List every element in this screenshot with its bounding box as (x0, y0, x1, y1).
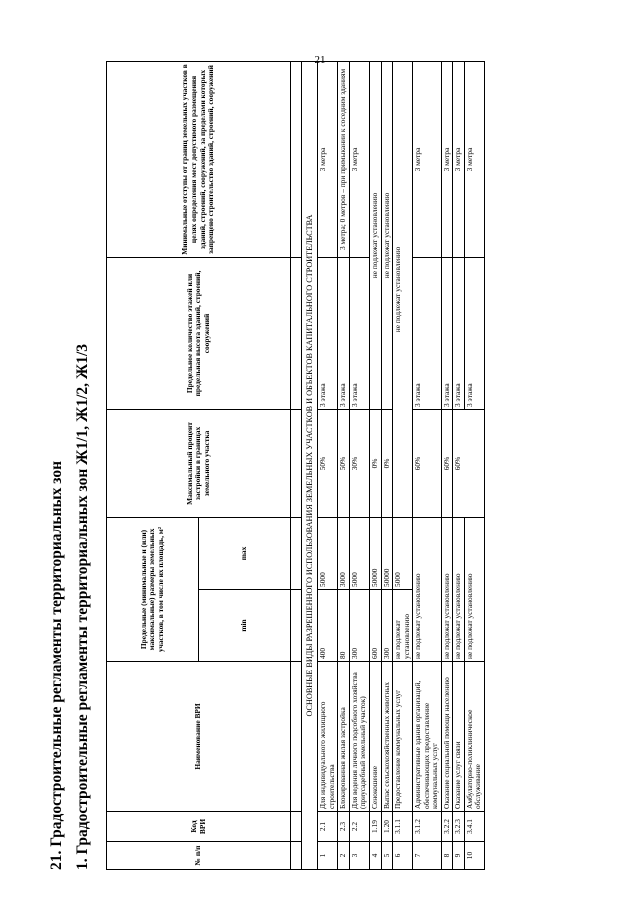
col-header-setbacks: Минимальные отступы от границ земельных участков в целях определения мест допустимого размещения зданий, строений, сооружений, за пределами которых запрещено строительство зданий, строений, сооружений (107, 61, 291, 257)
cell-num: 2 (338, 842, 350, 870)
cell-min: 400 (318, 590, 338, 662)
cell-num: 6 (393, 842, 413, 870)
cell-percent: 50% (318, 409, 338, 517)
cell-min: 300 (349, 590, 369, 662)
cell-sizes: не подлежат установлению (464, 517, 484, 661)
cell-num: 10 (464, 842, 484, 870)
cell-percent: 60% (453, 409, 485, 517)
cell-num: 8 (441, 842, 453, 870)
cell-setback: 3 метра (464, 61, 484, 257)
cell-sizes: не подлежат установлению (441, 517, 453, 661)
cell-min: не подлежат установлению (393, 590, 413, 662)
cell-setback: 3 метра; 0 метров – при примыкании к соседним зданиям (338, 61, 350, 257)
table-row (370, 61, 382, 869)
page-number: 21 (314, 54, 326, 66)
cell-num: 4 (370, 842, 382, 870)
header-row (107, 61, 199, 869)
cell-name: Для ведения личного подсобного хозяйства (приусадебный земельный участок) (349, 662, 369, 812)
cell-setback: 3 метра (441, 61, 453, 257)
cell-name: Оказание услуг связи (453, 662, 465, 812)
cell-num: 9 (453, 842, 465, 870)
cell-floors: 3 этажа (349, 257, 369, 409)
cell-min: 300 (381, 590, 393, 662)
cell-floors-setback: не подлежат установлению (370, 61, 382, 409)
table-row (338, 61, 350, 869)
section-row (302, 61, 318, 869)
cell-code: 1.19 (370, 812, 382, 842)
cell-name: Сенокошение (370, 662, 382, 812)
cell-floors: 3 этажа (453, 257, 465, 409)
cell-percent: 50% (338, 409, 350, 517)
cell-percent: 60% (441, 409, 453, 517)
cell-percent: 0% (381, 409, 393, 517)
table-row (393, 61, 413, 869)
cell-code: 3.1.1 (393, 812, 413, 842)
rotated-page-content (40, 40, 630, 870)
cell-floors: 3 этажа (318, 257, 338, 409)
cell-min: 80 (338, 590, 350, 662)
table-row (349, 61, 369, 869)
table-row (441, 61, 453, 869)
cell-max: 5000 (349, 517, 369, 589)
cell-percent-floors-setback: не подлежат установлению (393, 61, 413, 517)
col-header-sizes: Предельные (минимальные и (или) максимальные) размеры земельных участков, в том числе их площадь, м² (107, 517, 199, 661)
col-header-min: min (199, 590, 291, 662)
cell-num: 3 (349, 842, 369, 870)
cell-max: 50000 (381, 517, 393, 589)
cell-code: 2.2 (349, 812, 369, 842)
cell-code: 3.2.2 (441, 812, 453, 842)
cell-name: Амбулаторно-поликлиническое обслуживание (464, 662, 484, 812)
cell-percent: 0% (370, 409, 382, 517)
cell-num: 5 (381, 842, 393, 870)
col-header-floors: Предельное количество этажей или предельная высота зданий, строений, сооружений (107, 257, 291, 409)
subsection-heading: 1. Градостроительные регламенты территориальных зон Ж1/1, Ж1/2, Ж1/3 (74, 343, 91, 870)
cell-floors: 3 этажа (441, 257, 453, 409)
col-header-name: Наименование ВРИ (107, 662, 291, 812)
table-row (381, 61, 393, 869)
cell-name: Оказание социальной помощи населению (441, 662, 453, 812)
cell-setback: 3 метра (453, 61, 465, 257)
regulations-table (106, 61, 485, 870)
cell-code: 3.1.2 (413, 812, 442, 842)
cell-code: 3.4.1 (464, 812, 484, 842)
cell-floors: 3 этажа (413, 257, 442, 409)
cell-name: Предоставление коммунальных услуг (393, 662, 413, 812)
cell-setback: 3 метра (318, 61, 338, 257)
table-row (453, 61, 465, 869)
col-header-num: № п/п (107, 842, 291, 870)
cell-name: Выпас сельскохозяйственных животных (381, 662, 393, 812)
column-index-row (291, 61, 302, 869)
cell-max: 3000 (338, 517, 350, 589)
cell-max: 5000 (393, 517, 413, 589)
cell-floors: 3 этажа (464, 257, 484, 409)
cell-name: Для индивидуального жилищного строительства (318, 662, 338, 812)
cell-name: Блокированная жилая застройка (338, 662, 350, 812)
section-heading: 21. Градостроительные регламенты территориальных зон (48, 460, 65, 870)
cell-code: 1.20 (381, 812, 393, 842)
cell-max: 5000 (318, 517, 338, 589)
cell-code: 2.1 (318, 812, 338, 842)
cell-min: 600 (370, 590, 382, 662)
cell-percent: 60% (413, 409, 442, 517)
cell-floors: 3 этажа (338, 257, 350, 409)
cell-max: 50000 (370, 517, 382, 589)
cell-name: Административные здания организаций, обеспечивающих предоставление коммунальных услуг (413, 662, 442, 812)
cell-setback: 3 метра (413, 61, 442, 257)
cell-sizes: не подлежат установлению (453, 517, 465, 661)
table-row (318, 61, 338, 869)
col-header-percent: Максимальный процент застройки в границах земельного участка (107, 409, 291, 517)
cell-code: 2.3 (338, 812, 350, 842)
col-header-code: Код ВРИ (107, 812, 291, 842)
cell-code: 3.2.3 (453, 812, 465, 842)
section-title: ОСНОВНЫЕ ВИДЫ РАЗРЕШЕННОГО ИСПОЛЬЗОВАНИЯ ЗЕМЕЛЬНЫХ УЧАСТКОВ И ОБЪЕКТОВ КАПИТАЛЬНОГО СТРОИТЕЛЬСТВА (302, 61, 318, 869)
cell-setback: 3 метра (349, 61, 369, 257)
col-header-max: max (199, 517, 291, 589)
cell-floors-setback: не подлежат установлению (381, 61, 393, 409)
cell-sizes: не подлежат установлению (413, 517, 442, 661)
cell-num: 7 (413, 842, 442, 870)
cell-num: 1 (318, 842, 338, 870)
table-row (413, 61, 442, 869)
cell-percent: 30% (349, 409, 369, 517)
